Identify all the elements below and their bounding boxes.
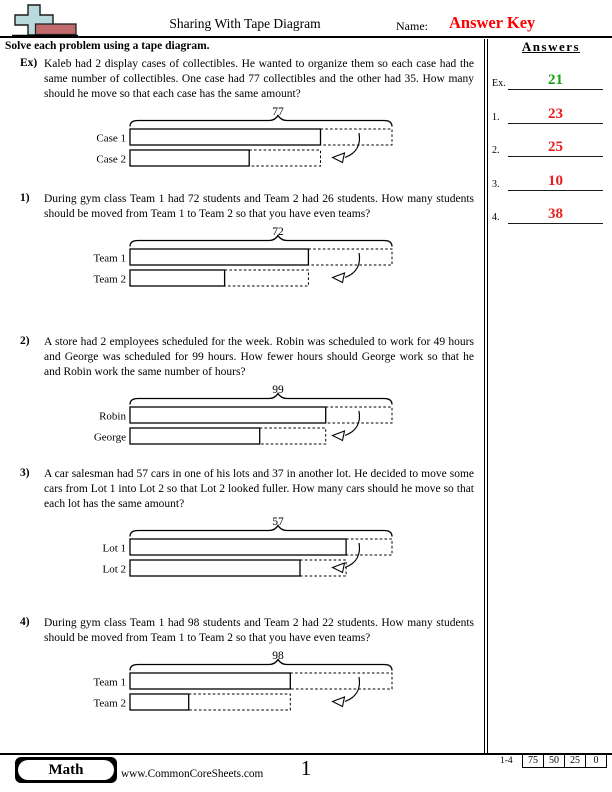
diagram-total-label: 57 [272,516,284,528]
row-label: Lot 1 [102,542,126,555]
answer-blank-line [508,190,603,191]
score-cell: 25 [564,754,586,768]
answer-row-1 [490,103,612,124]
answer-blank-line [508,223,603,224]
problem-2 [0,335,482,449]
dashed-bar [225,270,309,286]
brace [130,526,392,537]
answer-label: 3. [492,178,500,190]
problem-number: 4) [20,616,30,628]
answer-row-ex [490,69,612,90]
math-badge-label: Math [18,760,114,780]
score-cell: 75 [522,754,544,768]
problem-3 [0,467,482,581]
move-arrow-head [333,563,345,573]
answer-label: 2. [492,145,500,156]
dashed-bar [308,249,392,265]
tape-diagram [66,515,418,581]
website-url: www.CommonCoreSheets.com [121,768,264,780]
answer-value: 25 [548,139,563,155]
row-label: Team 1 [93,676,126,689]
problem-number: 3) [20,467,30,479]
row-label: Case 1 [96,132,126,145]
sidebar-divider [484,39,488,754]
solid-bar [130,694,189,710]
answer-row-4 [490,203,612,224]
problem-number: 1) [20,192,30,204]
score-cell: 50 [543,754,565,768]
problem-text: During gym class Team 1 had 98 students and Team 2 had 22 students. How many students should be moved from Team 1 to Team 2 so that you have even teams? [44,617,474,644]
dashed-bar [249,150,320,166]
score-table [522,754,607,768]
solid-bar [130,150,249,166]
answer-blank-line [508,156,603,157]
solid-bar [130,129,321,145]
answers-title: Answers [521,39,581,54]
solid-bar [130,673,290,689]
answer-row-3 [490,170,612,191]
name-label: Name: [396,19,428,33]
row-label: Team 1 [93,252,126,265]
instruction-text: Solve each problem using a tape diagram. [5,40,210,52]
answer-label: Ex. [492,78,506,89]
answer-label: 4. [492,211,500,223]
diagram-total-label: 72 [272,226,284,238]
problem-text: During gym class Team 1 had 72 students and Team 2 had 26 students. How many students should be moved from Team 1 to Team 2 so that you have even teams? [44,193,474,220]
footer-rule [0,753,612,755]
row-label: George [93,431,126,444]
answer-value: 10 [548,172,563,189]
row-label: Case 2 [96,153,126,166]
dashed-bar [346,539,392,555]
problem-text: Kaleb had 2 display cases of collectibles. He wanted to organize them so each case had the same number of collectibles. One case had 77 collectibles and the other had 35. How many should he move so that each case has the same amount? [44,58,474,100]
move-arrow-head [333,273,345,283]
answer-label: 1. [492,111,500,123]
score-range-label: 1-4 [500,756,513,766]
score-cell: 0 [585,754,607,768]
dashed-bar [321,129,393,145]
solid-bar [130,270,225,286]
tape-diagram [66,105,418,171]
page-number: 1 [300,756,312,780]
problem-ex [0,57,482,171]
move-arrow-head [333,697,345,707]
diagram-total-label: 77 [272,106,284,118]
brace [130,236,392,247]
answer-value: 38 [548,205,563,222]
solid-bar [130,560,300,576]
solid-bar [130,539,346,555]
solid-bar [130,249,308,265]
answer-row-2 [490,136,612,157]
problem-number: Ex) [20,57,38,69]
row-label: Team 2 [93,697,126,710]
answer-blank-line [508,89,603,90]
dashed-bar [290,673,392,689]
problem-text: A store had 2 employees scheduled for the week. Robin was scheduled to work for 49 hours and George was scheduled for 99 hours. How fewer hours should George work so that he and Robin work the same number of hours? [44,336,474,378]
answer-key-text: Answer Key [449,13,536,32]
brace [130,116,392,127]
answer-value: 21 [548,72,563,88]
answer-blank-line [508,123,603,124]
problem-number: 2) [20,335,30,347]
dashed-bar [189,694,291,710]
tape-diagram [66,383,418,449]
brace [130,660,392,671]
answer-value: 23 [548,105,563,122]
problem-text: A car salesman had 57 cars in one of his lots and 37 in another lot. He decided to move some cars from Lot 1 into Lot 2 so that Lot 2 looked fuller. How many cars should he move so that each lot has the same amount? [44,468,474,510]
move-arrow [345,677,359,702]
diagram-total-label: 98 [272,650,284,662]
solid-bar [130,407,326,423]
solid-bar [130,428,260,444]
row-label: Team 2 [93,273,126,286]
tape-diagram [66,225,418,291]
row-label: Lot 2 [102,563,126,576]
problem-4 [0,616,482,715]
tape-diagram [66,649,418,715]
brace [130,394,392,405]
diagram-total-label: 99 [272,384,284,396]
dashed-bar [260,428,326,444]
problem-1 [0,192,482,291]
move-arrow-head [333,153,345,163]
move-arrow-head [333,431,345,441]
page-title: Sharing With Tape Diagram [169,16,321,31]
row-label: Robin [99,410,126,423]
